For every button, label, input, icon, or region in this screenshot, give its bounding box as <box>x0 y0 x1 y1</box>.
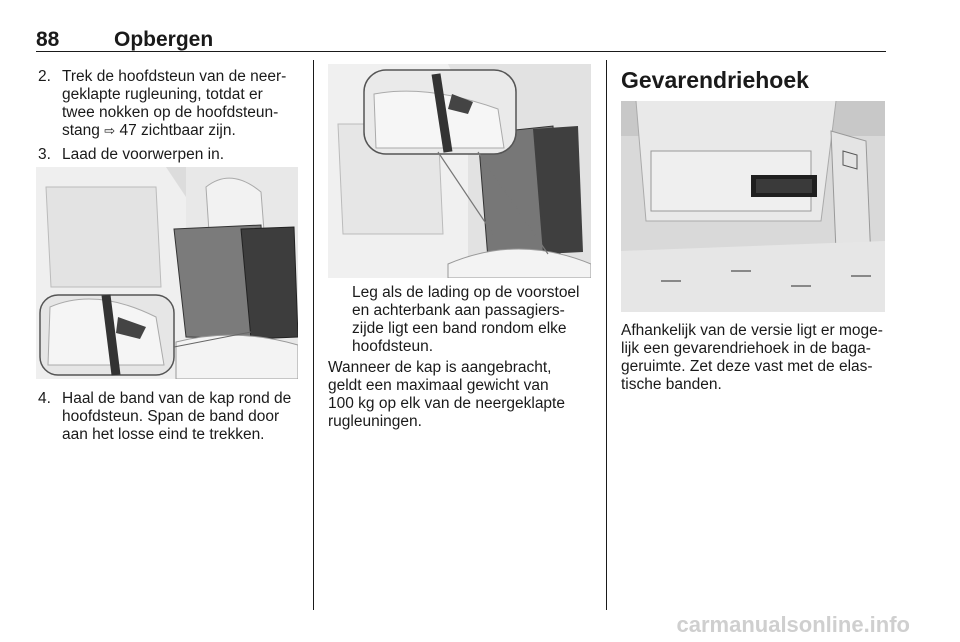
step-4 <box>38 390 308 446</box>
step-text: Haal de band van de kap rond de hoofdsteun. Span de band door aan het losse eind te trekken. <box>62 390 292 443</box>
page-reference[interactable]: 47 zichtbaar zijn. <box>119 122 236 139</box>
step-text: Laad de voorwerpen in. <box>62 146 225 163</box>
column-divider-2 <box>606 60 607 610</box>
illustration-headrest-cover <box>36 167 298 379</box>
column-divider-1 <box>313 60 314 610</box>
step-2 <box>38 68 308 142</box>
watermark: carmanualsonline.info <box>676 612 910 637</box>
step-text <box>62 68 286 141</box>
section-title: Opbergen <box>114 28 214 51</box>
section-heading: Gevarendriehoek <box>621 67 809 93</box>
step-3 <box>38 146 308 166</box>
arrow-ref-icon[interactable]: ⇨ <box>104 124 116 139</box>
note-text: Leg als de lading op de voorstoel en achterbank aan passagiers- zijde ligt een band rondom elke hoofdsteun. <box>352 284 580 355</box>
page-header <box>36 28 886 52</box>
step-number: 2. <box>38 68 51 85</box>
step-number: 4. <box>38 390 51 407</box>
step-text-main: Trek de hoofdsteun van de neer- geklapte rugleuning, totdat er twee nokken op de hoofdsteun- stang <box>62 68 287 139</box>
illustration-cargo-strap <box>328 64 591 278</box>
step-number: 3. <box>38 146 51 163</box>
triangle-paragraph: Afhankelijk van de versie ligt er moge- lijk een gevarendriehoek in de baga- geruimte. Zet deze vast met de elas- tische banden. <box>621 322 883 393</box>
page-number: 88 <box>36 28 60 51</box>
header-divider <box>36 51 886 52</box>
weight-paragraph: Wanneer de kap is aangebracht, geldt een maximaal gewicht van 100 kg op elk van de neergeklapte rugleuningen. <box>328 359 565 430</box>
illustration-warning-triangle <box>621 101 885 312</box>
